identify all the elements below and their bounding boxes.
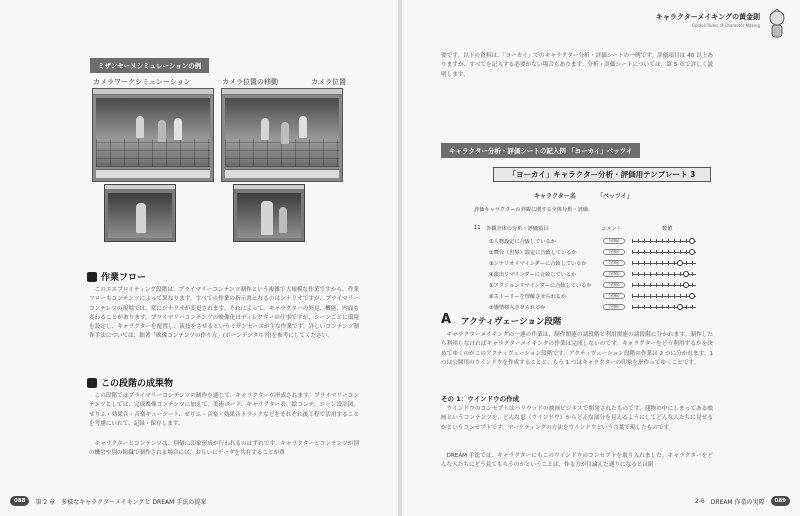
deliverables-heading	[87, 376, 173, 389]
chapter-title: 多様なキャラクターメイキングと DREAM 手法の提案	[61, 498, 207, 506]
intro-paragraph: 要です。以下の資料は、「ヨーカイ」でのキャラクター分析・評価シートの一例です。評価項目は 40 以上ありますが、すべてを記入する必要がない場合もあります。分析・評価シートについては、第 5 章で詳しく説明します。	[441, 53, 713, 78]
checklist-icon	[87, 272, 97, 282]
comment-pill: (省略)	[603, 304, 625, 310]
section-ref: 2-6	[694, 497, 705, 505]
running-head-subtitle: Golden Rules of Character Making	[691, 23, 760, 28]
camera-view-window-2	[233, 184, 305, 242]
template-subtitle: 評価キャラクターの外観に関する全体分析・評価	[474, 207, 589, 213]
comment-pill: (省略)	[603, 293, 625, 299]
sub-heading: その 1：ウインドウの作成	[441, 395, 520, 403]
comment-pill: (省略)	[603, 238, 625, 244]
running-head	[656, 12, 760, 28]
score-marker	[689, 238, 695, 244]
evaluation-item-label: ⑤アクションリマインダーに合致しているか	[489, 283, 592, 289]
column-score: 数値	[662, 226, 673, 232]
deliverables-body-1: この段階ではプライマリーコンテンツの制作を通じて、キャラクターが形成されます。プライマリーコンテンツとしては、完成映像コンテンツに加えて、美術ボード、キャラクター表、絵コンテ、シーン設計図、せりふ・効果音・音楽キューシート、せりふ・音楽・効果音トラックなどをそれぞれ後工程で活用することを考慮にいれて、記録・保存します。	[89, 393, 359, 427]
comment-pill: (省略)	[603, 282, 625, 288]
score-marker	[683, 271, 689, 277]
section-number: 11	[474, 225, 481, 231]
workflow-heading	[87, 270, 146, 283]
comment-pill: (省略)	[603, 271, 625, 277]
sheet-label: キャラクター分析・評価シートの記入例 「ヨーカイ」ベッツイ	[441, 143, 640, 158]
right-footer	[695, 496, 790, 506]
comment-pill: (省略)	[603, 249, 625, 255]
caption-camera-pos: カメラ位置	[311, 78, 346, 86]
column-comment: コメント	[601, 226, 622, 232]
evaluation-item-label: ⑥ストーリーを理解させられるか	[489, 294, 567, 300]
caption-camera-work-sim: カメラワークシミュレーション	[93, 78, 191, 86]
deliverables-heading-text: この段階の成果物	[101, 379, 174, 389]
section-title: アクティヴェーション段階	[461, 317, 562, 327]
evaluation-item-label: ④演出リマインダーに合致しているか	[489, 272, 577, 278]
gutter	[398, 0, 402, 516]
character-name-label: キャラクター名	[534, 193, 576, 200]
caption-camera-move: カメラ位置の移動	[222, 78, 278, 86]
section-ref-title: DREAM 作業の実際	[710, 498, 765, 506]
checklist-icon	[87, 378, 97, 388]
section-label: 外観全体の分析・評価項目	[486, 226, 549, 232]
page-number-left: 088	[10, 496, 29, 506]
score-scale	[632, 271, 696, 277]
workflow-heading-text: 作業フロー	[101, 273, 147, 283]
evaluation-item-label: ②舞台（世界）設定に合致しているか	[489, 250, 577, 256]
mascot-illustration-icon	[764, 8, 790, 40]
chapter-label: 第 2 章	[35, 498, 56, 506]
evaluation-item-label: ③シナリオリマインダーに合致しているか	[489, 261, 587, 267]
score-marker	[683, 282, 689, 288]
comment-pill: (省略)	[603, 260, 625, 266]
template-title: 「ヨーカイ」キャラクター分析・評価用テンプレート 3	[493, 167, 711, 182]
page-number-right: 089	[771, 496, 790, 506]
screenshot-simulation-1	[92, 88, 214, 182]
character-name-value: 「ベッツイ」	[597, 193, 633, 200]
evaluation-item-label: ⑦感情移入させられるか	[489, 305, 546, 311]
score-scale	[632, 238, 696, 244]
score-marker	[689, 249, 695, 255]
section-letter: A	[441, 312, 452, 327]
left-footer	[10, 496, 206, 506]
section-body-2: ウインドウのコンセプトはハリウッドの映画ビジネスで開発されたものです。建物の中にしまってある映画というコンテンツを、どんな窓（ウインドウ）からどんな部分を見えるようにしてどんな人たちに見せるかというコンセプトです。マーケティングの方法をウインドウという言葉で現したものです。	[441, 406, 713, 431]
score-scale	[632, 293, 696, 299]
workflow-body: このエスプロイティング段階は、プライマリーコンテンツ制作という複雑で大規模な作業ですから、作業フローもコンテンツによって異なります。すべての作業の指示書となるのはシナリオですが、プライマリーコンテンツの現場では、常にシナリオが変更されます。それによって、キャラクターの外見、機能、内面も変わることがあります。プライマリーコンテンツの映像化はディレクターの仕事ですが、シーンごとに環境を設定し、キャラクターを配置し、演技をさせるというミザンセーヌが主な作業です。詳しいコンテンツ制作手法については、拙著「映像コンテンツの作り方」(ボーンデジタル刊)を参考にしてください。	[89, 287, 359, 340]
score-marker	[677, 304, 683, 310]
running-head-title: キャラクターメイキングの黄金則	[655, 13, 760, 21]
score-scale	[632, 282, 696, 288]
score-scale	[632, 249, 696, 255]
score-marker	[689, 293, 695, 299]
score-scale	[632, 260, 696, 266]
screenshot-simulation-2	[221, 88, 343, 182]
section-body-1: キャラクターメイキングの一連の作業は、制作関連の諸段階と利用関連の諸段階に分かれます。制作したら利用しなければキャラクターメイキングの作業は完成しないのです。キャラクターをどう利用するかを決めてゆくのがこのアクティヴェーション段階です。アクティヴェーション段階の作業は 2 つに分かれます。1 つは公開用のウインドウを作成することと、もう 1 つはキャラクターの印象を形作ってゆくことです。	[441, 332, 713, 366]
figure-label: ミザンセーヌシミュレーションの例	[90, 58, 209, 73]
section-body-3: DREAM 手法では、キャラクターにもこのウインドウのコンセプトを取り入れました。キャラクターをどんな人たちにどう見てもらうのかということは、作る方が目論んだ通りになるとは限	[441, 453, 713, 469]
deliverables-body-2: キャラクターとコンテンツは、別個に印象形成が行われるのはずれです。キャラクターとコンテンツが別の機会や別の組織で制作される場合には、お互いにデータを共有することが重	[89, 441, 359, 457]
evaluation-item-label: ①人物設定に合致しているか	[489, 239, 556, 245]
score-scale	[632, 304, 696, 310]
camera-view-window-1	[104, 184, 176, 242]
score-marker	[677, 260, 683, 266]
